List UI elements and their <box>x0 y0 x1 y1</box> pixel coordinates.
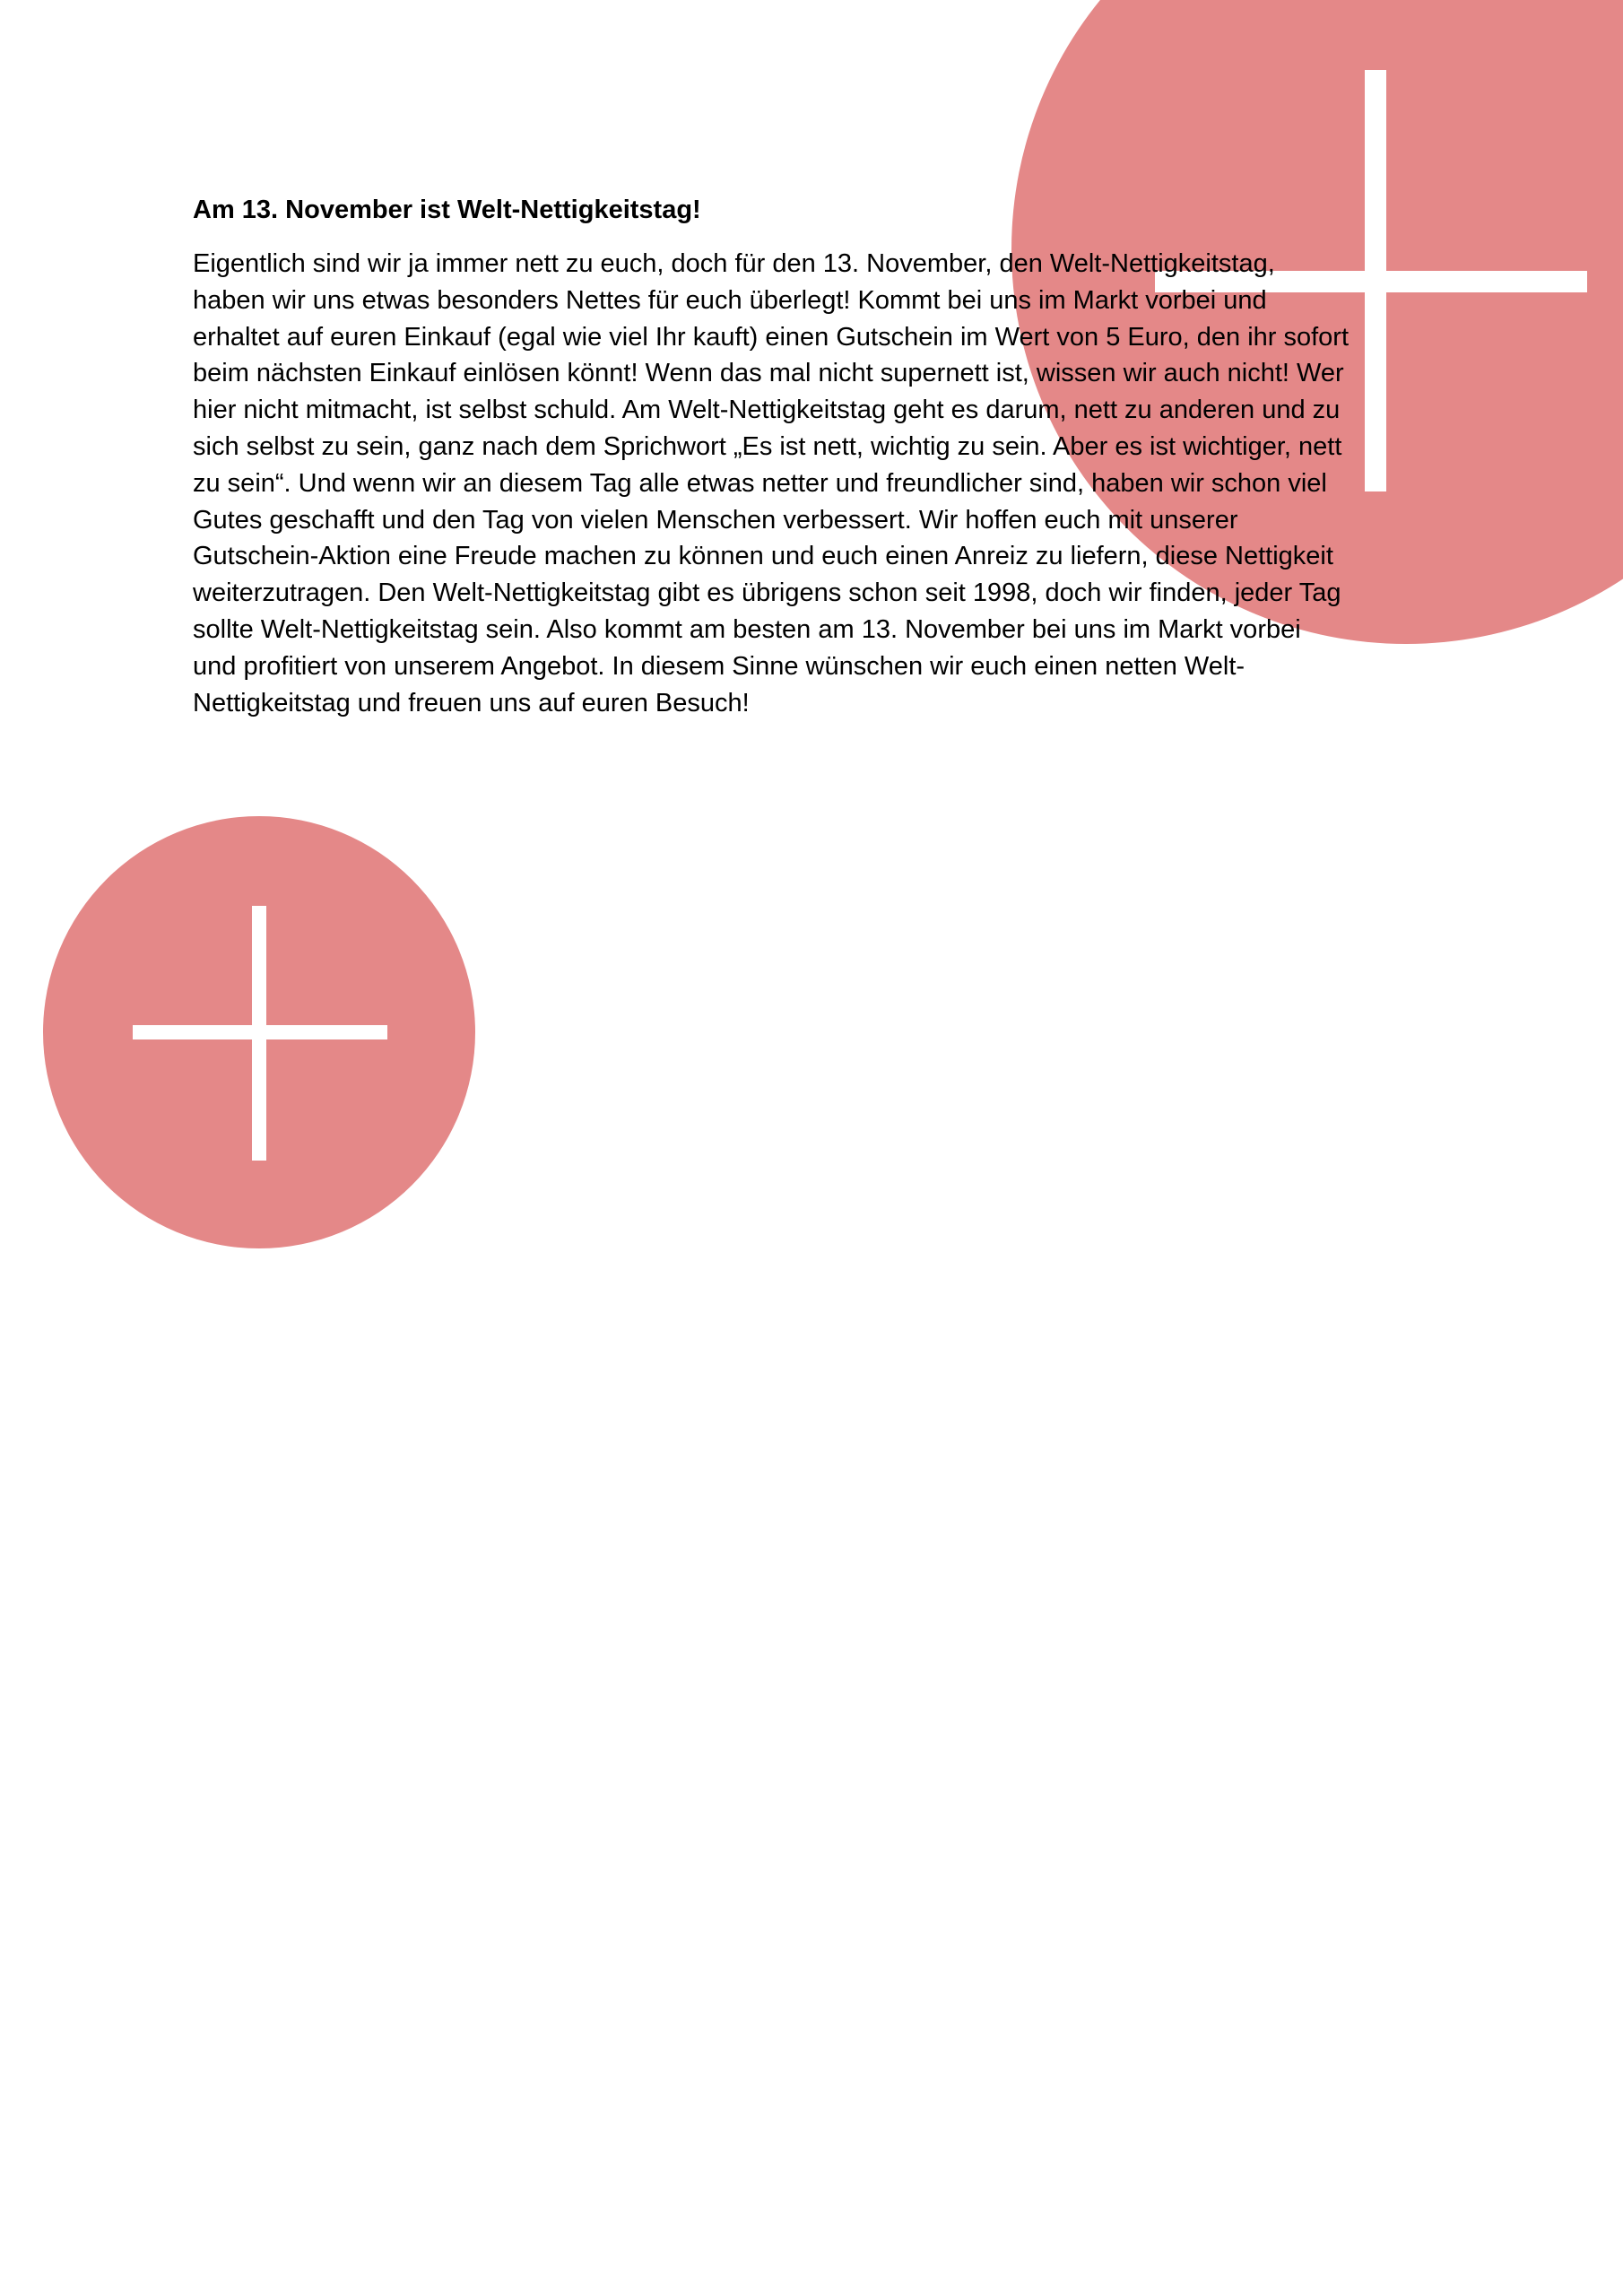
body-line: und profitiert von unserem Angebot. In diesem Sinne wünschen wir euch einen netten Welt- <box>193 651 1245 681</box>
body-line: haben wir uns etwas besonders Nettes für euch überlegt! Kommt bei uns im Markt vorbei und <box>193 285 1267 315</box>
body-line: Gutes geschafft und den Tag von vielen Menschen verbessert. Wir hoffen euch mit unserer <box>193 505 1238 535</box>
cross-horizontal-bar <box>133 1025 387 1039</box>
plus-circle-icon-left <box>43 816 475 1248</box>
document-content <box>193 190 1439 721</box>
body-line: erhaltet auf euren Einkauf (egal wie viel Ihr kauft) einen Gutschein im Wert von 5 Euro, den ihr sofort <box>193 322 1350 352</box>
body-line: Eigentlich sind wir ja immer nett zu euch, doch für den 13. November, den Welt-Nettigkeitstag, <box>193 249 1275 278</box>
body-line: Gutschein-Aktion eine Freude machen zu können und euch einen Anreiz zu liefern, diese Nettigkeit <box>193 542 1333 571</box>
body-line: weiterzutragen. Den Welt-Nettigkeitstag gibt es übrigens schon seit 1998, doch wir finden, jeder Tag <box>193 578 1341 608</box>
body-line: zu sein“. Und wenn wir an diesem Tag alle etwas netter und freundlicher sind, haben wir schon viel <box>193 468 1327 498</box>
document-heading: Am 13. November ist Welt-Nettigkeitstag! <box>193 196 701 224</box>
body-line: beim nächsten Einkauf einlösen könnt! Wenn das mal nicht supernett ist, wissen wir auch nicht! Wer <box>193 359 1344 388</box>
body-line: sollte Welt-Nettigkeitstag sein. Also kommt am besten am 13. November bei uns im Markt vorbei <box>193 614 1301 644</box>
document-body <box>193 246 1430 721</box>
body-line: Nettigkeitstag und freuen uns auf euren Besuch! <box>193 688 750 718</box>
body-line: hier nicht mitmacht, ist selbst schuld. Am Welt-Nettigkeitstag geht es darum, nett zu anderen und zu <box>193 396 1341 425</box>
body-line: sich selbst zu sein, ganz nach dem Sprichwort „Es ist nett, wichtig zu sein. Aber es ist wichtiger, nett <box>193 431 1342 461</box>
